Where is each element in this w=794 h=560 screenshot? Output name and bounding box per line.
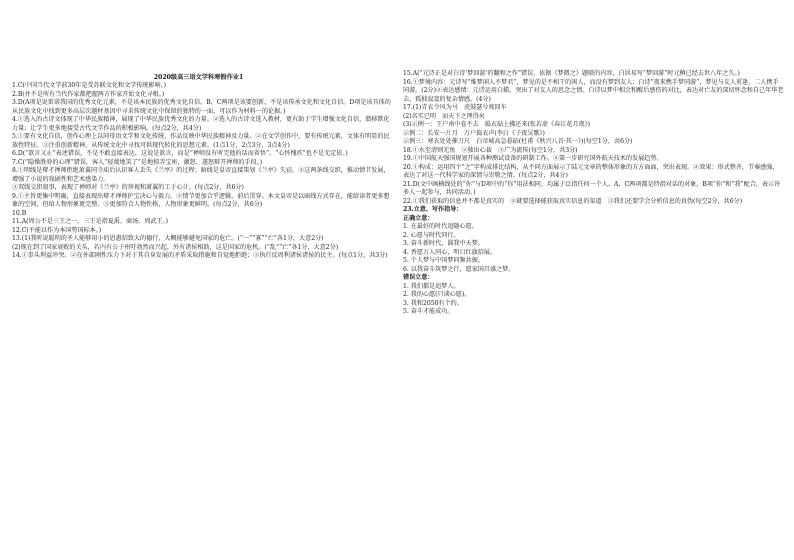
right-column bbox=[403, 70, 784, 317]
answer-item: 16.①梦境内容：元诗写“惟梦闲人不梦君”，梦见的是不相干的闲人，而没有梦到友人；白诗“夜来携手梦同游”，梦见与友人重逢，二人携手同游。(2分)②表达感情：元诗运用白描，突出了对友人的思念之情。白诗以梦中相会和醒后感伤的对比，表达对亡友的深切怀念和自己年华老去、孤独寂寞的复杂情感。(4分) bbox=[403, 78, 784, 103]
answer-item: 正确立意： bbox=[403, 214, 434, 222]
answer-item: 5. 个人梦与中国梦同频共振。 bbox=[403, 257, 484, 264]
answer-item: 示例三：寒衣处处催刀尺 白帝城高急暮砧(杜甫《秋兴八首·其一》)(每空1分，共6分) bbox=[403, 138, 633, 145]
answer-item: 17.(1)青衣令风为马 虎鼓瑟兮鸾回车 bbox=[403, 104, 507, 111]
answer-item: 1. 在最好的时代追随心愿。 bbox=[403, 223, 478, 230]
answer-item: 10.B bbox=[12, 209, 27, 217]
answer-item: 2. 心愿与时代同行。 bbox=[403, 231, 460, 239]
answer-item: 14.①拳头利益冲突。②在外部刚性压力下对于其自身发展的矛盾采取措施和自觉地拒绝；③执行反周利诸侯诸侯的民主。(每点1分，共3分) bbox=[12, 252, 388, 259]
answer-item: 6.D(“欲言又止”表述错误，不是不敢直接表达，这说是欲言，而是“禅师没有听完他的话而省悟”。“心怀愧疚”也不是无定依。) bbox=[12, 150, 348, 157]
answer-item: 2.B(并不是所有当代作家都把握两方作家开始文化寻根。) bbox=[12, 90, 165, 98]
answer-item: (2)名实已明 而天下之理得矣 bbox=[403, 112, 485, 120]
answer-item: 6. 以我奋斗筑梦之行，愿家国昌盛之梦。 bbox=[403, 265, 515, 273]
answer-item: 11.A(周公不是三王之一。三王是指夏禹、商汤、周武王。) bbox=[12, 218, 168, 225]
answer-item: 21.D(文中画横线处的“你”与D项中的“你”用法相同，均属于泛指任何一个人。A、C两项都是特指对话的对象。B项“你”和“我”配合，表示许多人一起参与，共同活动。) bbox=[403, 180, 781, 196]
answer-item: 示例二：长安一片月 万户捣衣声(李白《子夜吴歌》) bbox=[403, 129, 545, 137]
answer-item: 1. 我们都是追梦人。 bbox=[403, 282, 460, 290]
answer-item: 4.①选入的古诗文体现了中华民族精神，展现了中华民族优秀文化的力量。②选入的古诗文选入教材，更有助于学生增强文化自信，潜移默化力量；让学生更多地接受古代文学作品的积极影响。(每点2分，共4分) bbox=[12, 116, 390, 132]
answer-item: 9.①主旨更集中明确，直接表现出辩才禅师护宝决心与毅力。②情节更加合乎逻辑，前后贯穿。本文皇帝是以暗线方式存在，能给读者更多想象的空间，但给人物形象更完整。③更加符合人物性格，人物形象更鲜明。(每点2分，共6分) bbox=[12, 192, 390, 208]
answer-item: 20.①构成：运用四个“之”字构成排比结构，从不同方面展示了陆元文章的整体形象的方方面面，突出表现。②效果：形式整齐，节奏感强，表达了对这一代科学家的深情与崇敬之情。(每点2分，共4分) bbox=[403, 163, 779, 179]
answer-item: 15.A(“元诗正是对白诗‘梦回游’的翻和之作”错误，依据《梦微之》题联的内容，白居易写“梦回游”时元稹已经去世八年之久。) bbox=[403, 70, 740, 77]
answer-item: 错误立意： bbox=[403, 274, 434, 281]
answer-item: 4. 香愿万人同心，明日红旗招展。 bbox=[403, 248, 497, 256]
answer-item: 12.C(不能以作为本国势国标本。) bbox=[12, 226, 102, 234]
answer-item: 3.D(A项是说雷诺我国的优秀文化元素，不是该本民族的优秀文化自信。B、C两项是该要创新，不是该传承文化和文化自信。D项是该具体的从民族文化中找到更多高层次题材基因中寻求传统文化中保留的独特的一面，可以作为材料一的论据。) bbox=[12, 99, 391, 115]
answer-item: 3. 我和2050有个约。 bbox=[403, 299, 463, 307]
answer-item: 5.①要有文化自信，创作心理上以同母语文学和文化传统，作品反映中华民族精神及力量。②在文学创作中，要有传统元素，文体有明显的民族性特征。③注重创新精神，从传统文化中寻找可供现代转化的思想元素。(1点1分，2点3分，3点4分) bbox=[12, 133, 390, 149]
answer-item: 19.①中国航天强国规划开展各种测试设备的研制工作。②第一步研究国外航天技术的发展趋势。 bbox=[403, 155, 663, 162]
page-title: 2020级高三语文学科寒假作业1 bbox=[153, 74, 244, 81]
answer-item: (3)示例一：王户南中卷不去 捣衣砧上拂还来(张若虚《春江花月夜》) bbox=[403, 121, 591, 128]
answer-item: 22.①我们获取的信息并不都是真实的 ②就要选择能获取真实信息的渠道 ③我们还要学会分析信息的真伪(每空2分，共6分) bbox=[403, 197, 743, 205]
answer-item: 13.(1)我听说聪明的圣人能够用小的恩惠招致大的德行，大概能够避免国家的危亡。(“一”“寡”“亡”各1分，大意2分) bbox=[12, 235, 324, 242]
answer-item: 23.立意、写作指导： bbox=[403, 206, 463, 213]
answer-item: 3. 奋斗新时代，圆我中天梦。 bbox=[403, 240, 484, 247]
answer-item: 5. 奋斗才能成功。 bbox=[403, 308, 454, 315]
answer-item: 1.C(中国当代文学前30年是受苏联文化和文学传统影响。) bbox=[12, 82, 166, 89]
answer-item: 8.①明线是辩才禅师拒绝萧翼同寺庙后认识客人丢失《兰亭》的过程；暗线是皇帝直接策划《兰亭》失窃。②这两条线交织，推动情节发展，增强了小说的戏剧性和艺术感染力。 bbox=[12, 167, 390, 183]
answer-item: 2. 我的心愿(只谈心愿)。 bbox=[403, 291, 471, 298]
answer-item: 7.C(“隐操胜券的心理”错误，客人“轻蔑地笑了”是地掠弄宝座，激怒、遂怒辩开禅师的手段。) bbox=[12, 158, 263, 166]
answer-item: (2)现在到了国家衰败的关头，若内有公子州吁勃然而兴起，外有诸侯相助，这是国家的危机。(“乱”“亡”各1分，大意2分) bbox=[12, 243, 339, 251]
answer-item: ③双线交织叙事，表现了禅师对《兰亭》的珍视和萧翼的工于心计。(每点2分，共6分) bbox=[12, 184, 244, 191]
left-column bbox=[12, 82, 393, 261]
answer-item: 18.①水至清则无鱼 ②独出心裁 ③广为流传(每空1分，共3分) bbox=[403, 146, 578, 154]
